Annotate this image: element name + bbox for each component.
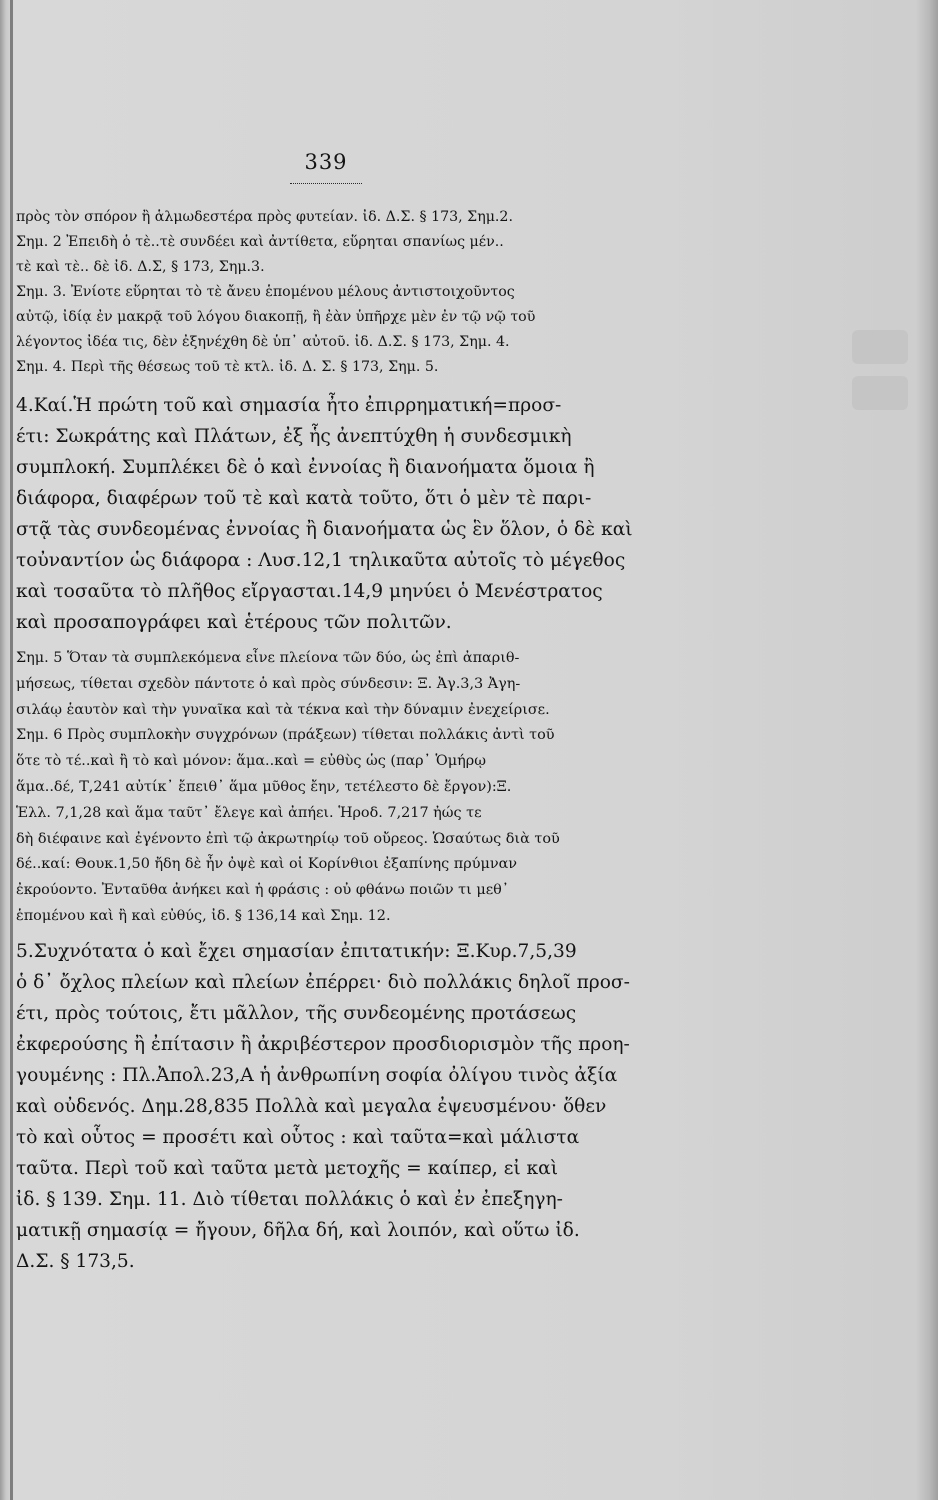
text-line: Ἑλλ. 7,1,28 καὶ ἅμα ταῦτ᾽ ἔλεγε καὶ ἀπήει. Ἡροδ. 7,217 ἠώς τε	[16, 804, 482, 821]
text-line: καὶ προσαπογράφει καὶ ἑτέρους τῶν πολιτῶν.	[16, 612, 452, 633]
text-line: στᾷ τὰς συνδεομένας ἐννοίας ἢ διανοήματα ὡς ἓν ὅλον, ὁ δὲ καὶ	[16, 519, 633, 540]
text-line: τὸ καὶ οὗτος = προσέτι καὶ οὗτος : καὶ ταῦτα=καὶ μάλιστα	[16, 1126, 580, 1148]
text-line: διάφορα, διαφέρων τοῦ τὲ καὶ κατὰ τοῦτο, ὅτι ὁ μὲν τὲ παρι-	[16, 488, 592, 509]
text-line: Σημ. 3. Ἐνίοτε εὕρηται τὸ τὲ ἄνευ ἑπομένου μέλους ἀντιστοιχοῦντος	[16, 284, 515, 300]
text-line: μήσεως, τίθεται σχεδὸν πάντοτε ὁ καὶ πρὸς σύνδεσιν: Ξ. Ἀγ.3,3 Ἀγη-	[16, 675, 521, 692]
text-line: ὅτε τὸ τέ..καὶ ἢ τὸ καὶ μόνον: ἅμα..καὶ = εὐθὺς ὡς (παρ᾽ Ὁμήρῳ	[16, 753, 486, 770]
text-line: Σημ. 6 Πρὸς συμπλοκὴν συγχρόνων (πράξεων) τίθεται πολλάκις ἀντὶ τοῦ	[16, 727, 555, 744]
text-line: πρὸς τὸν σπόρον ἢ ἁλμωδεστέρα πρὸς φυτείαν. ἰδ. Δ.Σ. § 173, Σημ.2.	[16, 209, 513, 225]
text-line: συμπλοκή. Συμπλέκει δὲ ὁ καὶ ἐννοίας ἢ διανοήματα ὅμοια ἢ	[16, 457, 595, 478]
text-line: ἐκφερούσης ἢ ἐπίτασιν ἢ ἀκριβέστερον προσδιορισμὸν τῆς προη-	[16, 1033, 630, 1055]
text-line: ἰδ. § 139. Σημ. 11. Διὸ τίθεται πολλάκις ὁ καὶ ἐν ἐπεξηγη-	[16, 1188, 563, 1210]
text-line: τοὐναντίον ὡς διάφορα : Λυσ.12,1 τηλικαῦτα αὐτοῖς τὸ μέγεθος	[16, 550, 626, 571]
text-line: Σημ. 5 Ὅταν τὰ συμπλεκόμενα εἶνε πλείονα τῶν δύο, ὡς ἐπὶ ἀπαριθ-	[16, 650, 520, 666]
text-line: Σημ. 4. Περὶ τῆς θέσεως τοῦ τὲ κτλ. ἰδ. Δ. Σ. § 173, Σημ. 5.	[16, 359, 439, 375]
text-line: καὶ οὐδενός. Δημ.28,835 Πολλὰ καὶ μεγαλα ἐψευσμένου· ὅθεν	[16, 1095, 607, 1117]
text-line: Δ.Σ. § 173,5.	[16, 1250, 135, 1272]
text-line: ὁ δ᾽ ὄχλος πλείων καὶ πλείων ἐπέρρει· διὸ πολλάκις δηλοῖ προσ-	[16, 971, 630, 993]
text-line: Σημ. 2 Ἐπειδὴ ὁ τὲ..τὲ συνδέει καὶ ἀντίθετα, εὕρηται σπανίως μέν..	[16, 234, 504, 250]
text-line: ταῦτα. Περὶ τοῦ καὶ ταῦτα μετὰ μετοχῆς = καίπερ, εἰ καὶ	[16, 1157, 559, 1179]
text-line: λέγοντος ἰδέα τις, δὲν ἐξηνέχθη δὲ ὑπ᾽ αὐτοῦ. ἰδ. Δ.Σ. § 173, Σημ. 4.	[16, 334, 510, 350]
text-line: 4.Καί.Ἡ πρώτη τοῦ καὶ σημασία ἦτο ἐπιρρηματική=προσ-	[16, 395, 562, 416]
page-number: 339	[304, 150, 348, 174]
text-line: 5.Συχνότατα ὁ καὶ ἔχει σημασίαν ἐπιτατικήν: Ξ.Κυρ.7,5,39	[16, 940, 577, 962]
text-line: ἑπομένου καὶ ἢ καὶ εὐθύς, ἰδ. § 136,14 καὶ Σημ. 12.	[16, 907, 391, 924]
body-text	[16, 205, 646, 1277]
text-line: ματικῇ σημασίᾳ = ἤγουν, δῆλα δή, καὶ λοιπόν, καὶ οὕτω ἰδ.	[16, 1219, 580, 1241]
binding-gutter	[10, 0, 13, 1500]
text-line: σιλάῳ ἑαυτὸν καὶ τὴν γυναῖκα καὶ τὰ τέκνα καὶ τὴν δύναμιν ἐνεχείρισε.	[16, 701, 550, 718]
text-line: τὲ καὶ τὲ.. δὲ ἰδ. Δ.Σ, § 173, Σημ.3.	[16, 259, 265, 275]
page-number-rule	[290, 183, 362, 184]
text-line: δὴ διέφαινε καὶ ἐγένοντο ἐπὶ τῷ ἀκρωτηρίῳ τοῦ οὔρεος. Ὡσαύτως διὰ τοῦ	[16, 830, 560, 847]
ink-bleed-mark	[852, 376, 908, 410]
text-line: έτι, πρὸς τούτοις, ἔτι μᾶλλον, τῆς συνδεομένης προτάσεως	[16, 1002, 577, 1024]
text-line: ἐκρούοντο. Ἐνταῦθα ἀνήκει καὶ ἡ φράσις : οὐ φθάνω ποιῶν τι μεθ᾽	[16, 882, 510, 899]
text-line: ἅμα..δέ, Τ,241 αὐτίκ᾽ ἔπειθ᾽ ἅμα μῦθος ἔην, τετέλεστο δὲ ἔργον):Ξ.	[16, 778, 512, 795]
text-line: αὐτῷ, ἰδίᾳ ἐν μακρᾷ τοῦ λόγου διακοπῇ, ἢ ἐὰν ὑπῆρχε μὲν ἐν τῷ νῷ τοῦ	[16, 309, 536, 325]
page-edge-shadow	[916, 0, 938, 1500]
text-line: έτι: Σωκράτης καὶ Πλάτων, ἐξ ἧς ἀνεπτύχθη ἡ συνδεσμικὴ	[16, 426, 572, 447]
text-line: γουμένης : Πλ.Ἀπολ.23,Α ἡ ἀνθρωπίνη σοφία ὀλίγου τινὸς ἀξία	[16, 1064, 618, 1086]
text-line: καὶ τοσαῦτα τὸ πλῆθος εἴργασται.14,9 μηνύει ὁ Μενέστρατος	[16, 581, 603, 602]
ink-bleed-mark	[852, 330, 908, 364]
text-line: δέ..καί: Θουκ.1,50 ἤδη δὲ ἦν ὀψὲ καὶ οἱ Κορίνθιοι ἐξαπίνης πρύμναν	[16, 856, 518, 873]
